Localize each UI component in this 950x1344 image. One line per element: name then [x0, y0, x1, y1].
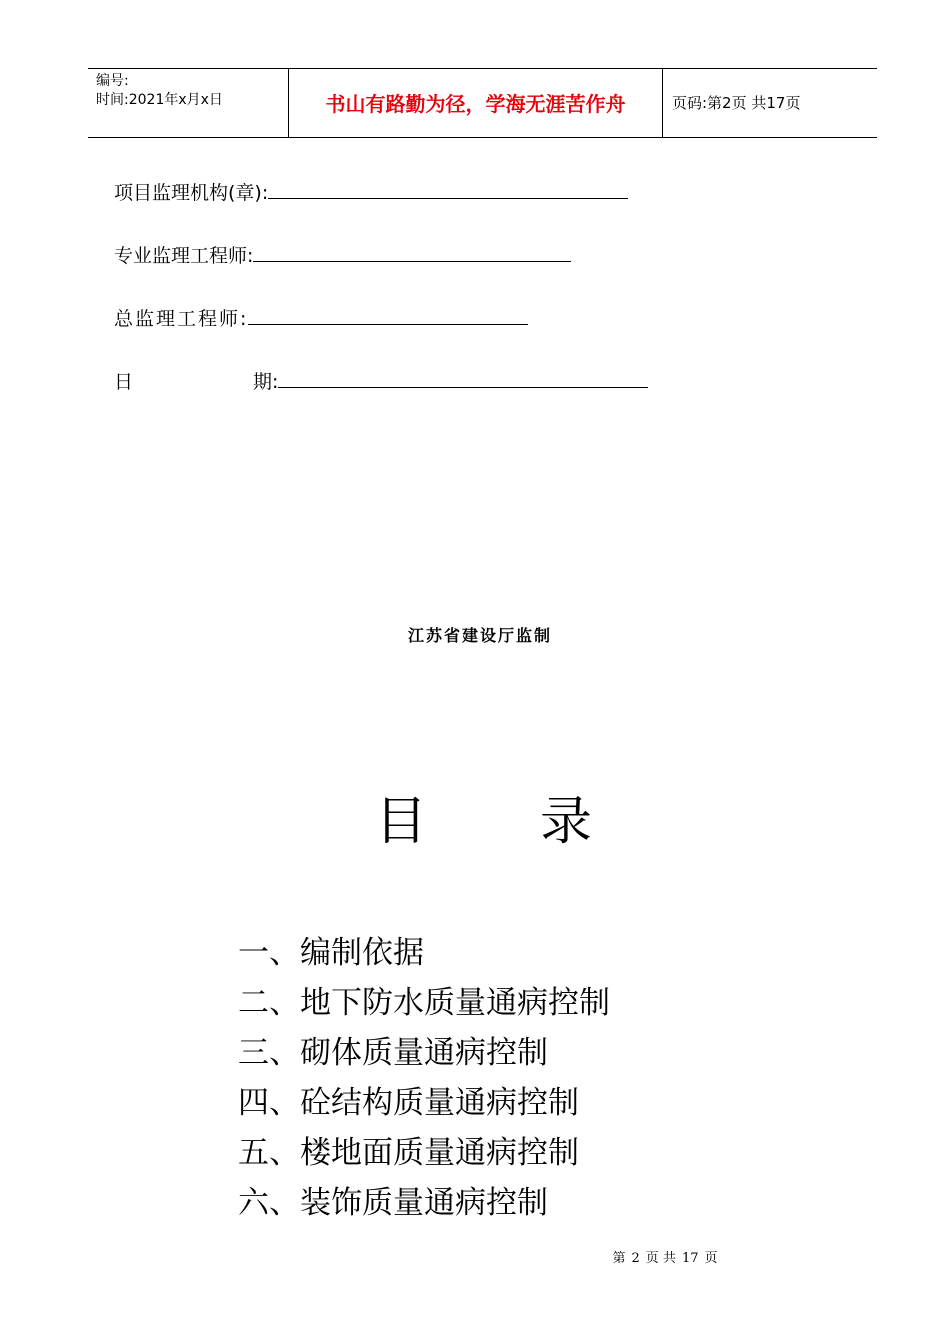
toc-list: [238, 928, 610, 1228]
time-label: 时间:2021年x月x日: [96, 92, 223, 108]
footer-suffix: 页: [704, 1251, 718, 1266]
supervision-org-line[interactable]: [268, 178, 628, 199]
toc-item[interactable]: 五、楼地面质量通病控制: [238, 1135, 579, 1171]
date-field: [114, 367, 648, 395]
toc-title: [375, 790, 593, 854]
number-label: 编号:: [96, 73, 129, 89]
header-motto-cell: [288, 69, 663, 137]
toc-item[interactable]: 六、装饰质量通病控制: [238, 1185, 548, 1221]
toc-item[interactable]: 三、砌体质量通病控制: [238, 1035, 548, 1071]
toc-item[interactable]: 四、砼结构质量通病控制: [238, 1085, 579, 1121]
chief-engineer-field: [114, 304, 528, 332]
issuer-text: 江苏省建设厅监制: [407, 626, 552, 645]
footer-prefix: 第: [612, 1251, 626, 1266]
supervision-org-field: [114, 178, 628, 206]
chief-engineer-line[interactable]: [248, 304, 528, 325]
date-label-second: 期:: [253, 371, 279, 393]
motto-text: 书山有路勤为径，学海无涯苦作舟: [325, 92, 626, 116]
header-table: [88, 68, 877, 138]
date-label-first: 日: [114, 371, 134, 393]
toc-item[interactable]: 一、编制依据: [238, 935, 424, 971]
specialty-engineer-field: [114, 241, 571, 269]
page-footer: [0, 1247, 950, 1266]
supervision-org-label: 项目监理机构(章):: [114, 182, 269, 204]
header-meta-cell: [88, 69, 288, 137]
footer-mid: 页 共: [645, 1251, 676, 1266]
footer-total: 17: [681, 1251, 699, 1266]
specialty-engineer-label: 专业监理工程师:: [114, 245, 254, 267]
date-line[interactable]: [278, 367, 648, 388]
specialty-engineer-line[interactable]: [253, 241, 571, 262]
toc-title-part2: 录: [540, 792, 593, 852]
toc-item[interactable]: 二、地下防水质量通病控制: [238, 985, 610, 1021]
toc-title-part1: 目: [375, 792, 428, 852]
header-page-cell: [662, 69, 877, 137]
footer-page: 2: [631, 1251, 640, 1266]
page-info: 页码:第2页 共17页: [672, 94, 801, 112]
chief-engineer-label: 总监理工程师:: [114, 308, 249, 330]
